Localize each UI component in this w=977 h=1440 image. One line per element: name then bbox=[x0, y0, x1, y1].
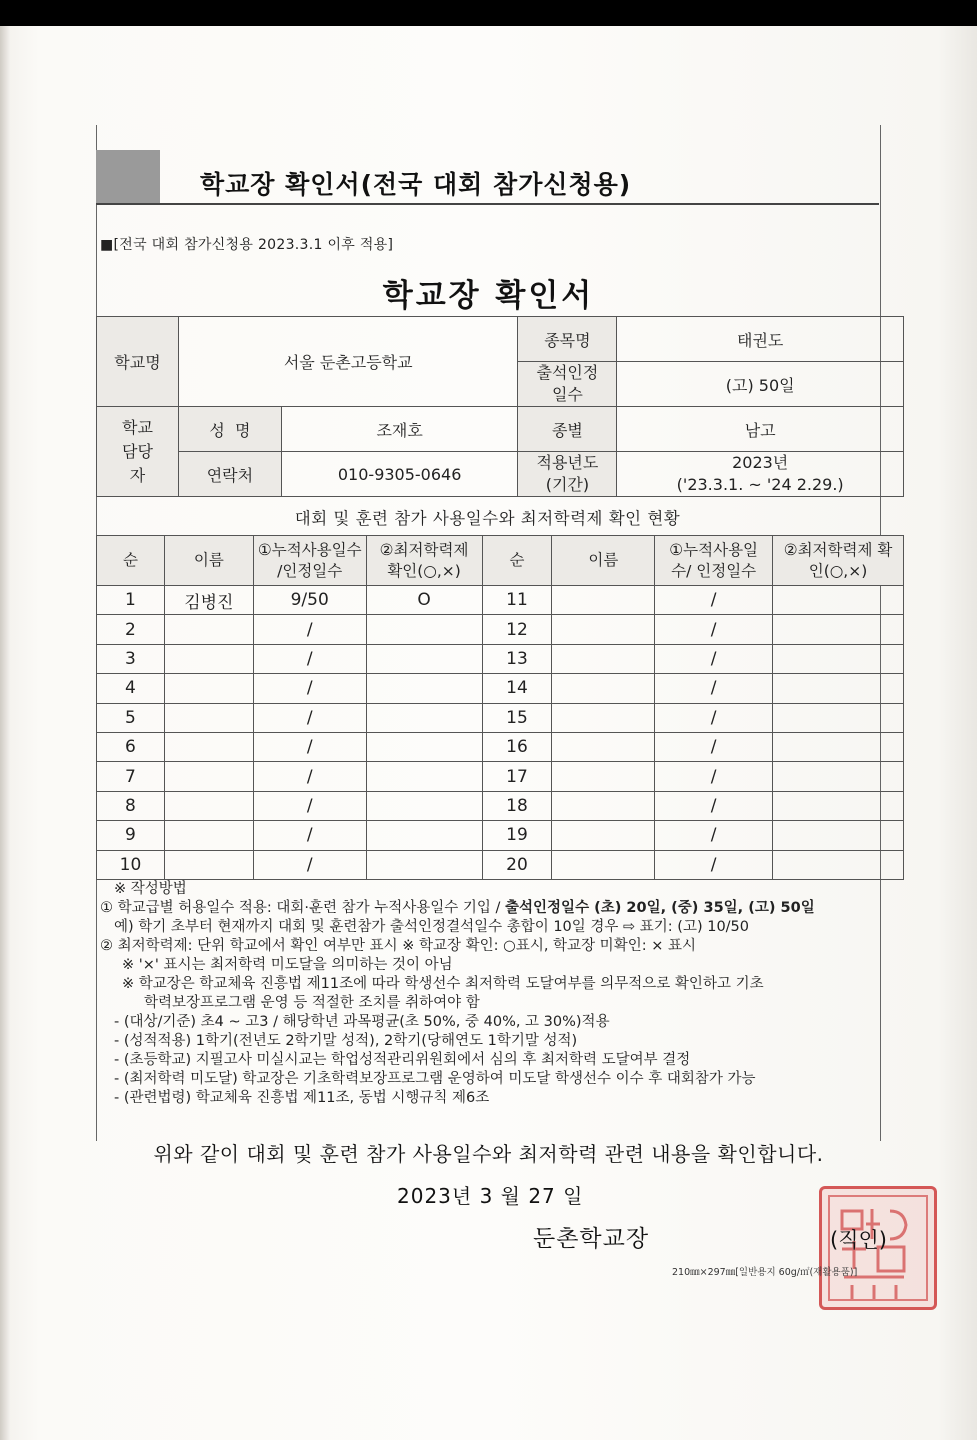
row-number-right: 17 bbox=[482, 762, 552, 791]
row-number-right: 11 bbox=[482, 586, 552, 615]
writing-guide bbox=[100, 880, 900, 1108]
academic-check-right bbox=[773, 762, 904, 791]
used-days: / bbox=[253, 703, 366, 732]
guide-item-1 bbox=[100, 899, 900, 918]
attendance-value: (고) 50일 bbox=[617, 362, 904, 407]
row-number-right: 18 bbox=[482, 791, 552, 820]
student-name-right bbox=[552, 762, 655, 791]
guide-detail-unmet: - (최저학력 미도달) 학교장은 기초학력보장프로그램 운영하여 미도달 학생선수 이수 후 대회참가 가능 bbox=[114, 1071, 756, 1087]
used-days-right: / bbox=[655, 615, 773, 644]
used-days-right: / bbox=[655, 674, 773, 703]
info-table bbox=[96, 316, 904, 497]
row-number-right: 20 bbox=[482, 850, 552, 879]
used-days-right: / bbox=[655, 644, 773, 673]
used-days: / bbox=[253, 850, 366, 879]
used-days: / bbox=[253, 762, 366, 791]
row-number-right: 13 bbox=[482, 644, 552, 673]
period-text: ('23.3.1. ~ '24 2.29.) bbox=[676, 475, 844, 494]
guide-title: ※ 작성방법 bbox=[114, 881, 187, 897]
academic-check-right bbox=[773, 850, 904, 879]
academic-check-right bbox=[773, 821, 904, 850]
guide-note-principal: ※ 학교장은 학교체육 진흥법 제11조에 따라 학생선수 최저학력 도달여부를 의무적으로 확인하고 기초 bbox=[122, 976, 764, 992]
student-name-right bbox=[552, 644, 655, 673]
event-label: 종목명 bbox=[518, 317, 617, 362]
issue-date: 2023년 3 월 27 일 bbox=[397, 1184, 584, 1208]
academic-check-right bbox=[773, 644, 904, 673]
academic-check-right bbox=[773, 791, 904, 820]
used-days: / bbox=[253, 821, 366, 850]
guide-item-2: ② 최저학력제: 단위 학교에서 확인 여부만 표시 ※ 학교장 확인: ○표시, 학교장 미확인: × 표시 bbox=[100, 938, 696, 954]
header-title: 학교장 확인서(전국 대회 참가신청용) bbox=[200, 170, 632, 199]
header-no: 순 bbox=[97, 536, 165, 586]
academic-check bbox=[366, 732, 482, 761]
contact-value: 010-9305-0646 bbox=[281, 452, 518, 497]
school-value: 서울 둔촌고등학교 bbox=[178, 317, 518, 407]
student-name-right bbox=[552, 732, 655, 761]
used-days-right: / bbox=[655, 791, 773, 820]
guide-note-principal-cont: 학력보장프로그램 운영 등 적절한 조치를 취하여야 함 bbox=[144, 995, 480, 1011]
academic-check bbox=[366, 762, 482, 791]
row-number: 6 bbox=[97, 732, 165, 761]
guide-example: 예) 학기 초부터 현재까지 대회 및 훈련참가 출석인정결석일수 총합이 10일 경우 ⇨ 표기: (고) 10/50 bbox=[114, 919, 750, 935]
name-label: 성 명 bbox=[178, 407, 281, 452]
paper-spec: 210㎜×297㎜[일반용지 60g/㎡(재활용품)] bbox=[672, 1267, 858, 1278]
student-name-right bbox=[552, 615, 655, 644]
header-academic-right: ②최저학력제 확인(○,×) bbox=[773, 536, 904, 586]
used-days: / bbox=[253, 732, 366, 761]
name-value: 조재호 bbox=[281, 407, 518, 452]
student-name bbox=[164, 850, 253, 879]
academic-check-right bbox=[773, 674, 904, 703]
used-days: / bbox=[253, 674, 366, 703]
guide-note-x: ※ '×' 표시는 최저학력 미도달을 의미하는 것이 아님 bbox=[122, 957, 453, 973]
academic-check bbox=[366, 644, 482, 673]
guide-item-1-text: ① 학교급별 허용일수 적용: 대회·훈련 참가 누적사용일수 기입 / bbox=[100, 900, 506, 916]
school-label: 학교명 bbox=[97, 317, 179, 407]
used-days: / bbox=[253, 791, 366, 820]
student-name-right bbox=[552, 674, 655, 703]
student-name-right bbox=[552, 850, 655, 879]
row-number-right: 19 bbox=[482, 821, 552, 850]
academic-check-right bbox=[773, 615, 904, 644]
guide-detail-target: - (대상/기준) 초4 ~ 고3 / 해당학년 과목평균(초 50%, 중 40%, 고 30%)적용 bbox=[114, 1014, 610, 1030]
row-number: 4 bbox=[97, 674, 165, 703]
roster-row bbox=[97, 791, 904, 820]
student-name bbox=[164, 821, 253, 850]
header-gray-marker bbox=[96, 150, 160, 203]
student-name-right bbox=[552, 791, 655, 820]
roster-row bbox=[97, 821, 904, 850]
used-days: / bbox=[253, 644, 366, 673]
used-days-right: / bbox=[655, 850, 773, 879]
row-number-right: 12 bbox=[482, 615, 552, 644]
row-number: 9 bbox=[97, 821, 165, 850]
academic-check bbox=[366, 615, 482, 644]
student-name bbox=[164, 674, 253, 703]
academic-check bbox=[366, 674, 482, 703]
application-note: ■[전국 대회 참가신청용 2023.3.1 이후 적용] bbox=[100, 237, 394, 253]
student-name-right bbox=[552, 586, 655, 615]
row-number: 7 bbox=[97, 762, 165, 791]
guide-detail-law: - (관련법령) 학교체육 진흥법 제11조, 동법 시행규칙 제6조 bbox=[114, 1090, 490, 1106]
row-number: 3 bbox=[97, 644, 165, 673]
year-value bbox=[617, 452, 904, 497]
used-days-right: / bbox=[655, 821, 773, 850]
roster-table bbox=[96, 535, 904, 880]
guide-detail-grade: - (성적적용) 1학기(전년도 2학기말 성적), 2학기(당해연도 1학기말 성적) bbox=[114, 1033, 578, 1049]
student-name bbox=[164, 732, 253, 761]
academic-check-right bbox=[773, 586, 904, 615]
used-days: / bbox=[253, 615, 366, 644]
used-days-right: / bbox=[655, 732, 773, 761]
academic-check-right bbox=[773, 703, 904, 732]
student-name bbox=[164, 762, 253, 791]
category-value: 남고 bbox=[617, 407, 904, 452]
academic-check bbox=[366, 703, 482, 732]
roster-row bbox=[97, 586, 904, 615]
student-name bbox=[164, 644, 253, 673]
roster-row bbox=[97, 703, 904, 732]
manager-label: 학교 담당자 bbox=[97, 407, 179, 497]
row-number: 2 bbox=[97, 615, 165, 644]
student-name bbox=[164, 791, 253, 820]
row-number: 1 bbox=[97, 586, 165, 615]
main-title: 학교장 확인서 bbox=[382, 278, 595, 314]
category-label: 종별 bbox=[518, 407, 617, 452]
roster-row bbox=[97, 732, 904, 761]
roster-row bbox=[97, 674, 904, 703]
row-number: 5 bbox=[97, 703, 165, 732]
row-number-right: 15 bbox=[482, 703, 552, 732]
guide-item-1-bold: 출석인정일수 (초) 20일, (중) 35일, (고) 50일 bbox=[505, 900, 815, 916]
event-value: 태권도 bbox=[617, 317, 904, 362]
student-name bbox=[164, 615, 253, 644]
student-name bbox=[164, 703, 253, 732]
row-number-right: 14 bbox=[482, 674, 552, 703]
used-days-right: / bbox=[655, 703, 773, 732]
used-days-right: / bbox=[655, 586, 773, 615]
academic-check: O bbox=[366, 586, 482, 615]
used-days-right: / bbox=[655, 762, 773, 791]
row-number-right: 16 bbox=[482, 732, 552, 761]
roster-row bbox=[97, 644, 904, 673]
student-name-right bbox=[552, 703, 655, 732]
confirmation-statement: 위와 같이 대회 및 훈련 참가 사용일수와 최저학력 관련 내용을 확인합니다. bbox=[153, 1142, 824, 1166]
principal-name: 둔촌학교장 bbox=[533, 1226, 650, 1252]
roster-row bbox=[97, 850, 904, 879]
seal-label: (직인) bbox=[830, 1228, 887, 1252]
year-label: 적용년도 (기간) bbox=[518, 452, 617, 497]
header-name-right: 이름 bbox=[552, 536, 655, 586]
row-number: 10 bbox=[97, 850, 165, 879]
academic-check bbox=[366, 821, 482, 850]
header-days-right: ①누적사용일수/ 인정일수 bbox=[655, 536, 773, 586]
roster-row bbox=[97, 615, 904, 644]
academic-check bbox=[366, 791, 482, 820]
attendance-label: 출석인정 일수 bbox=[518, 362, 617, 407]
header-no-right: 순 bbox=[482, 536, 552, 586]
roster-row bbox=[97, 762, 904, 791]
section-title: 대회 및 훈련 참가 사용일수와 최저학력제 확인 현황 bbox=[294, 509, 681, 528]
academic-check bbox=[366, 850, 482, 879]
paper-fold-shadow bbox=[0, 26, 10, 1440]
student-name-right bbox=[552, 821, 655, 850]
contact-label: 연락처 bbox=[178, 452, 281, 497]
student-name: 김병진 bbox=[164, 586, 253, 615]
year-text: 2023년 bbox=[732, 453, 789, 472]
guide-detail-elementary: - (초등학교) 지필고사 미실시교는 학업성적관리위원회에서 심의 후 최저학력 도달여부 결정 bbox=[114, 1052, 691, 1068]
header-academic: ②최저학력제 확인(○,×) bbox=[366, 536, 482, 586]
used-days: 9/50 bbox=[253, 586, 366, 615]
row-number: 8 bbox=[97, 791, 165, 820]
header-name: 이름 bbox=[164, 536, 253, 586]
header-block bbox=[96, 125, 879, 205]
academic-check-right bbox=[773, 732, 904, 761]
header-days: ①누적사용일수 /인정일수 bbox=[253, 536, 366, 586]
